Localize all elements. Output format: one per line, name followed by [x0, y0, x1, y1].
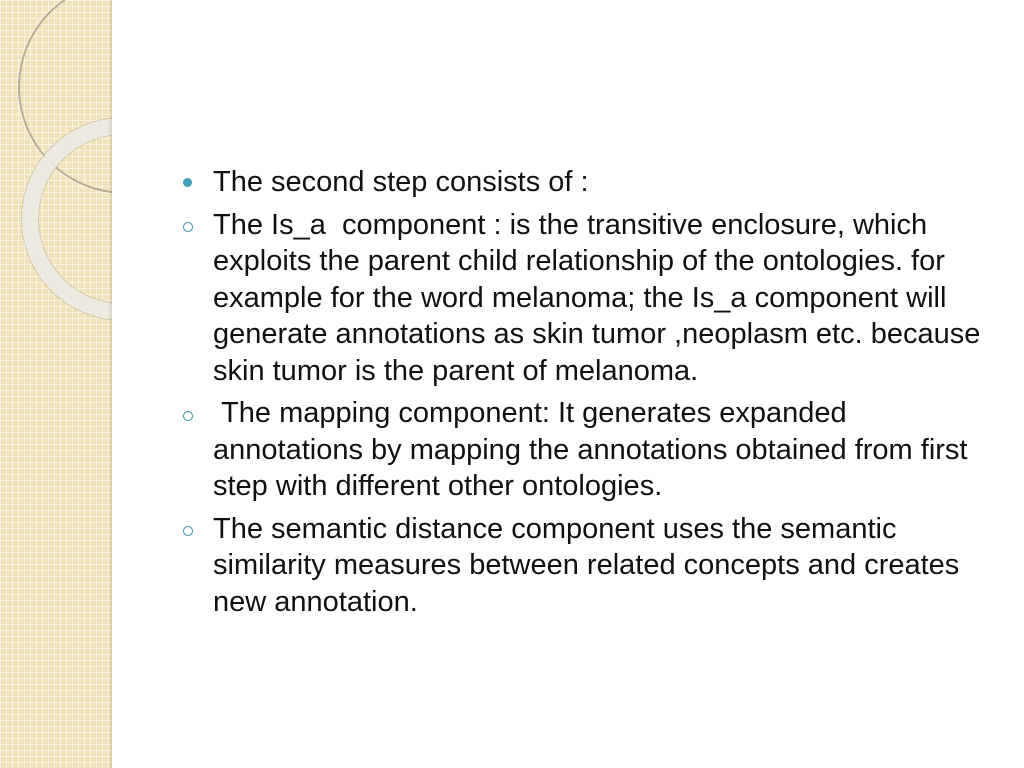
- bullet-text: The second step consists of :: [213, 166, 589, 198]
- decorative-side-band: [0, 0, 112, 768]
- sub-bullet-item: [180, 395, 995, 505]
- sub-bullet-text: The semantic distance component uses the semantic similarity measures between related concepts and creates new annotation.: [213, 512, 968, 618]
- bullet-dot-icon: [180, 164, 204, 201]
- hollow-circle-icon: [180, 395, 204, 432]
- sub-bullet-item: [180, 207, 995, 390]
- sub-bullet-text: The Is_a component : is the transitive enclosure, which exploits the parent child relationship of the ontologies. for example for the word melanoma; the Is_a component will generate annotations as skin tumor ,neoplasm etc. because skin tumor is the parent of melanoma.: [213, 208, 989, 387]
- hollow-circle-icon: [180, 207, 204, 244]
- bullet-item: [180, 164, 995, 201]
- sub-bullet-text: The mapping component: It generates expanded annotations by mapping the annotations obtained from first step with different other ontologies.: [213, 397, 976, 502]
- slide-body: [180, 164, 995, 626]
- hollow-circle-icon: [180, 511, 204, 548]
- decorative-ring: [22, 118, 112, 320]
- sub-bullet-item: [180, 511, 995, 621]
